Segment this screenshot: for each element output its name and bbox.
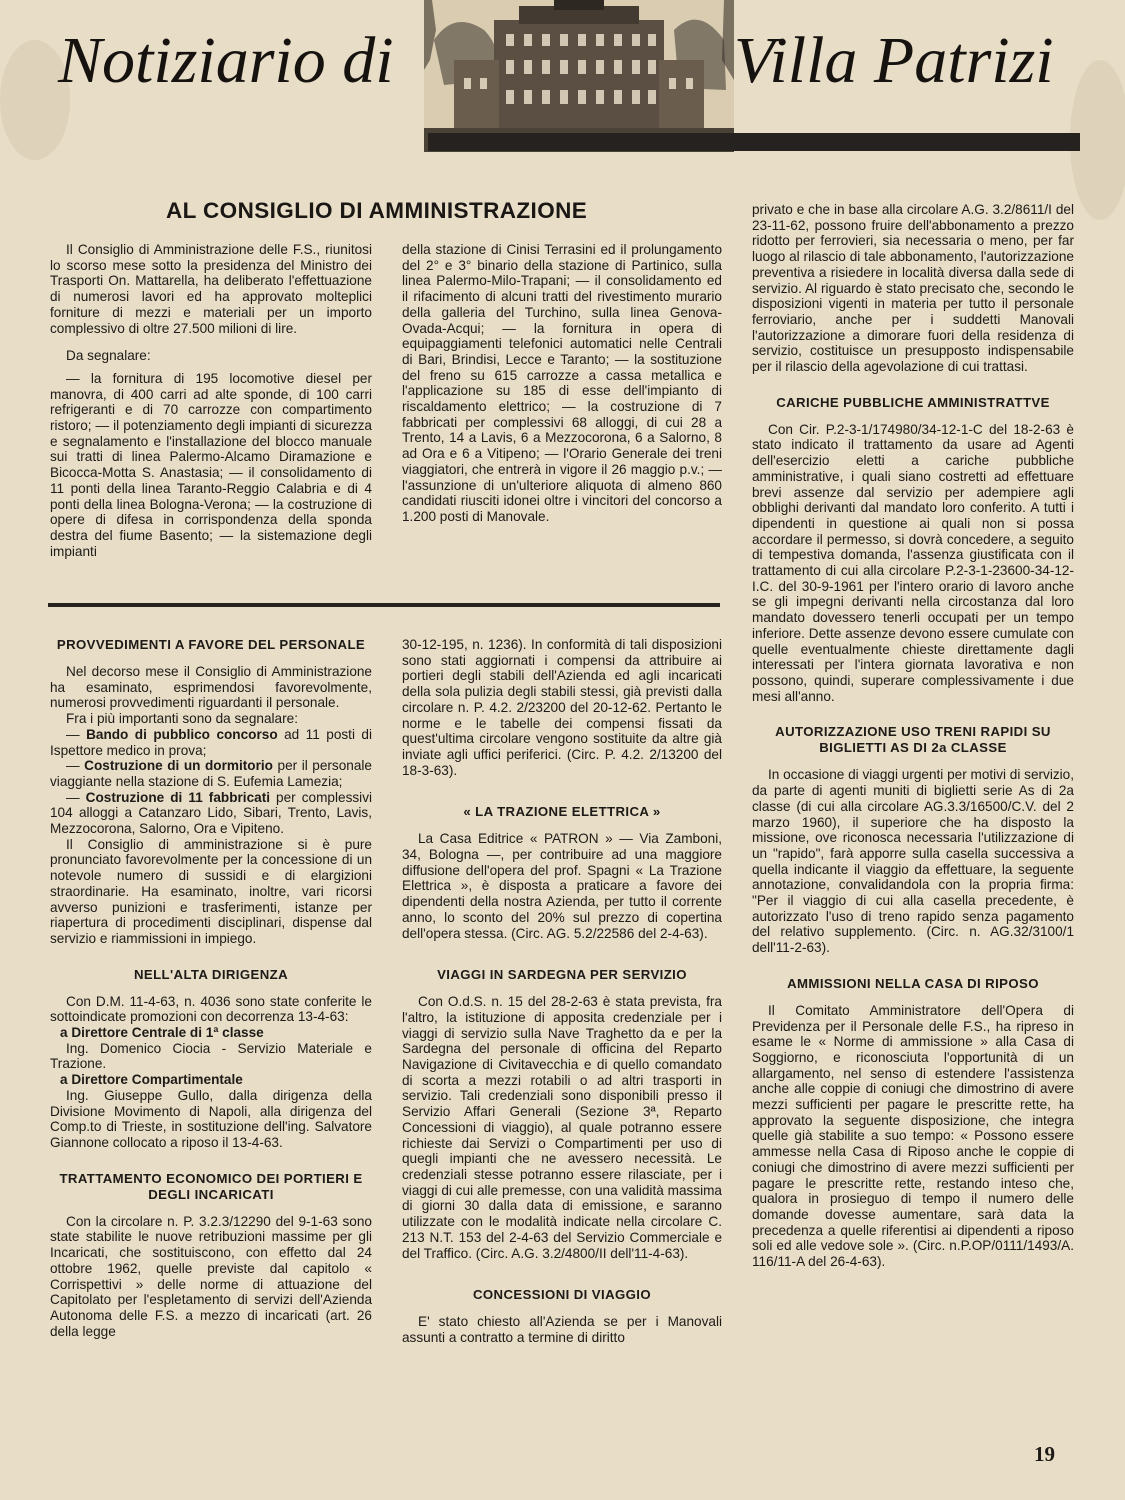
consiglio-column-1: [50, 242, 372, 559]
page-number: 19: [1034, 1442, 1055, 1466]
concessioni-title: CONCESSIONI DI VIAGGIO: [472, 1287, 652, 1303]
main-headline: AL CONSIGLIO DI AMMINISTRAZIONE: [166, 198, 588, 223]
cariche-title: CARICHE PUBBLICHE AMMINISTRATTVE: [776, 394, 1050, 410]
ammissioni-text: Il Comitato Amministratore dell'Opera di Previdenza per il Personale delle F.S., ha ripreso in esame le « Norme di ammissione » alla Casa di Soggiorno, e riconosciuta l'opportunità di un allargamento, nel senso di estendere l'assistenza anche alle coppie di coniugi che dimostrino di avere mezzi sufficienti per pagare le prescritte rette, ha approvato la seguente disposizione, che integra quelle già stabilite a suo tempo: « Possono essere ammesse nella Casa di Riposo anche le coppie di coniugi che dimostrino di avere mezzi sufficienti per pagare le prescritte rette, restando inteso che, qualora in prosieguo di tempo il numero delle domande dovesse aumentare, sarà data la precedenza a quelle riferentisi ai dipendenti a riposo soli ed alle vedove sole ». (Circ. n.P.OP/0111/1493/A. 116/11-A del 26-4-63).: [752, 1002, 1074, 1270]
trazione-text: La Casa Editrice « PATRON » — Via Zamboni, 34, Bologna —, per contribuire ad una maggiore diffusione dell'opera del prof. Spagni « La Trazione Elettrica », è disposta a praticare a favore dei dipendenti della nostra Azienda, per tutto il corrente anno, lo sconto del 20% sul prezzo di copertina dell'opera stessa. (Circ. AG. 5.2/22586 del 2-4-63).: [402, 831, 722, 941]
dirigenza-head-2: a Direttore Compartimentale: [60, 1072, 243, 1088]
cariche-text: Con Cir. P.2-3-1/174980/34-12-1-C del 18-2-63 è stato indicato il trattamento da usare ad Agenti dell'esercizio eletti a cariche pubbliche amministrative, i quali siano costretti ad effettuare brevi assenze dal servizio per adempiere agli obblighi derivanti dal mandato loro conferito. A tutti i dipendenti in questione ai quali non si possa accordare il permesso, si dovrà concedere, a seguito di tempestiva domanda, l'assenza giustificata con il trattamento di cui alla circolare P.2-3-1-23600-34-12-I.C. del 30-9-1961 per l'intero orario di lavoro anche se gli impegni derivanti nella circostanza dal loro mandato dovessero tenerli occupati per un tempo inferiore. Dette assenze devono essere cumulate con quelle eventualmente chieste direttamente dagli interessati per l'intera giornata lavorativa e non possono, quindi, superare complessivamente i due mesi all'anno.: [752, 421, 1074, 704]
ammissioni-title: AMMISSIONI NELLA CASA DI RIPOSO: [787, 975, 1039, 991]
dirigenza-text-1: Ing. Domenico Ciocia - Servizio Materiale e Trazione.: [50, 1040, 372, 1072]
consiglio-column-2: [402, 242, 722, 525]
dirigenza-head-1: a Direttore Centrale di 1ª classe: [60, 1025, 264, 1041]
dirigenza-title: NELL'ALTA DIRIGENZA: [133, 966, 289, 982]
sardegna-text: Con O.d.S. n. 15 del 28-2-63 è stata prevista, fra l'altro, la istituzione di apposita credenziale per i viaggi di servizio sulla Nave Traghetto da e per la Sardegna del personale di officina del Reparto Navigazione di Civitavecchia e di quello comandato di scorta a mezzi rotabili o ad altri trasporti in servizio. Tali credenziali sono disponibili presso il Servizio Affari Generali (Sezione 3ª, Reparto Concessioni di viaggio), al quale potranno essere richieste dai Servizi o Compartimenti per uso di quegli impianti che ne avessero necessità. Le credenziali stesse potranno essere rilasciate, per i viaggi di cui alle premesse, con una validità massima di giorni 30 dalla data di emissione, e saranno utilizzate con le modalità indicate nella circolare C. 213 N.T. 153 del 2-4-63 del Servizio Commerciale e del Traffico. (Circ. A.G. 3.2/4800/II dell'11-4-63).: [402, 994, 722, 1261]
provvedimenti-item-3: — Costruzione di 11 fabbricati per complessivi 104 alloggi a Catanzaro Lido, Sibari, Trento, Lavis, Mezzocorona, Salorno, Ora e Vipiteno.: [50, 789, 373, 837]
trattamento-title: TRATTAMENTO ECONOMICO DEI PORTIERI E DEGLI INCARICATI: [59, 1170, 363, 1202]
item-1-rest: ad 11 posti di Ispettore medico in prova;: [50, 726, 373, 758]
provvedimenti-item-2: — Costruzione di un dormitorio per il personale viaggiante nella stazione di S. Eufemia Lamezia;: [50, 758, 372, 789]
item-1-bold: Bando di pubblico concorso: [86, 726, 278, 742]
dirigenza-text-2: Ing. Giuseppe Gullo, dalla dirigenza della Divisione Movimento di Napoli, alla dirigenza del Comp.to di Trieste, in sostituzione dell'ing. Salvatore Giannone collocato a riposo il 13-4-63.: [50, 1087, 372, 1150]
item-2-rest: per il personale viaggiante nella stazione di S. Eufemia Lamezia;: [50, 758, 372, 789]
item-3-rest: per complessivi 104 alloggi a Catanzaro Lido, Sibari, Trento, Lavis, Mezzocorona, Salorno, Ora e Vipiteno.: [50, 789, 373, 837]
right-column: [752, 202, 1074, 1270]
trazione-title: « LA TRAZIONE ELETTRICA »: [463, 804, 661, 820]
consiglio-lead: Da segnalare:: [66, 348, 151, 364]
provvedimenti-intro: Nel decorso mese il Consiglio di Amministrazione ha esaminato, esprimendosi favorevolmente, numerosi provvedimenti riguardanti il personale.: [50, 664, 372, 711]
autorizzazione-text: In occasione di viaggi urgenti per motivi di servizio, da parte di agenti muniti di biglietti serie As di 2a classe (di cui alla circolare AG.3.3/16500/C.V. del 2 marzo 1960), il superiore che ha disposto la missione, ove riconosca necessaria l'utilizzazione di un "rapido", farà apporre sulla casella successiva a quella indicante il viaggio da effettuare, la seguente annotazione, convalidandola con la propria firma: "Per il viaggio di cui alla casella precedente, è autorizzato l'uso di treno rapido senza pagamento del relativo supplemento. (Circ. n. AG.32/3100/1 dell'11-2-63).: [752, 767, 1075, 956]
provvedimenti-lead: Fra i più importanti sono da segnalare:: [66, 711, 298, 727]
provvedimenti-title: PROVVEDIMENTI A FAVORE DEL PERSONALE: [56, 637, 366, 652]
consiglio-continuation: della stazione di Cinisi Terrasini ed il prolungamento del 2° e 3° binario della stazione di Partinico, sulla linea Palermo-Milo-Trapani; — il consolidamento ed il rifacimento di alcuni tratti del rivestimento murario della galleria del Turchino, sulla linea Genova-Ovada-Acqui; — la fornitura in opera di equipaggiamenti telefonici automatici nelle Centrali di Bari, Brindisi, Lecce e Taranto; — la sostituzione del freno su 615 carrozze a cassa metallica e l'applicazione su 185 di esse dell'impianto di riscaldamento elettrico; — la costruzione di 7 fabbricati per complessivi 68 alloggi, di cui 28 a Trento, 14 a Lavis, 6 a Mezzocorona, 6 a Salorno, 8 ad Ora e 6 a Vitipeno; — l'Orario Generale dei treni viaggiatori, che entrerà in vigore il 26 maggio p.v.; — l'assunzione di un'ulteriore aliquota di almeno 860 candidati riusciti idonei oltre i vincitori del concorso a 1.200 posti di Manovale.: [402, 242, 722, 524]
autorizzazione-title: AUTORIZZAZIONE USO TRENI RAPIDI SU BIGLIETTI AS DI 2a CLASSE: [775, 724, 1051, 756]
section-divider: [48, 603, 720, 607]
lower-column-2: [402, 637, 722, 1346]
sardegna-title: VIAGGI IN SARDEGNA PER SERVIZIO: [437, 967, 687, 983]
abbonamento-continuation: privato e che in base alla circolare A.G. 3.2/8611/I del 23-11-62, possono fruire dell'abbonamento a prezzo ridotto per ferrovieri, sia necessaria o meno, per far luogo al rilascio di tale abbonamento, l'autorizzazione preventiva a risiedere in località diversa dalla sede di servizio. Al riguardo è stato precisato che, secondo le disposizioni vigenti in materia per tutto il personale ferroviario, anche per i suddetti Manovali l'autorizzazione a dimorare fuori della residenza di servizio, costituisce un presupposto indispensabile per il rilascio della agevolazione di cui trattasi.: [752, 202, 1074, 375]
trattamento-continuation: 30-12-195, n. 1236). In conformità di tali disposizioni sono stati aggiornati i compensi da attribuire ai portieri degli stabili dell'Azienda ed agli incaricati della sola pulizia degli stabili stessi, già previsti dalla circolare n. P. 4.2. 2/23200 del 20-12-62. Pertanto le norme e le tabelle dei compensi fissati da quest'ultima circolare vengono sostituite da altre già inviate agli uffici periferici. (Circ. P. 4.2. 2/13200 del 18-3-63).: [402, 637, 722, 778]
masthead-rule: [428, 133, 1080, 151]
masthead-left-title: Notiziario di: [58, 24, 394, 97]
concessioni-text: E' stato chiesto all'Azienda se per i Manovali assunti a contratto a termine di diritto: [402, 1314, 722, 1345]
villa-patrizi-engraving: [424, 0, 734, 152]
consiglio-list: — la fornitura di 195 locomotive diesel per manovra, di 400 carri ad alte sponde, di 100 carri refrigeranti e di 70 carrozze con compartimento ristoro; — il potenziamento degli impianti di sicurezza e segnalamento e l'installazione del blocco manuale sui tratti di linea Palermo-Alcamo Diramazione e Bicocca-Motta S. Anastasia; — il consolidamento di 11 ponti della linea Taranto-Reggio Calabria e di 4 ponti della linea Bologna-Verona; — la costruzione di opere di difesa in corrispondenza della sponda destra del fiume Basento; — la sistemazione degli impianti: [50, 370, 372, 559]
item-3-bold: Costruzione di 11 fabbricati: [85, 789, 270, 805]
trattamento-text: Con la circolare n. P. 3.2.3/12290 del 9-1-63 sono state stabilite le nuove retribuzioni massime per gli Incaricati, che sostituiscono, con effetto dal 24 ottobre 1962, quelle previste dal capitolo « Corrispettivi » delle norme di attuazione del Capitolato per l'espletamento di servizi dell'Azienda Autonoma delle F.S. a mezzo di incaricati (art. 26 della legge: [50, 1213, 372, 1339]
consiglio-intro: Il Consiglio di Amministrazione delle F.S., riunitosi lo scorso mese sotto la presidenza del Ministro dei Trasporti On. Mattarella, ha deliberato l'effettuazione di numerosi lavori ed ha approvato molteplici forniture di mezzi e materiali per un importo complessivo di oltre 27.500 milioni di lire.: [50, 242, 372, 336]
masthead-right-title: Villa Patrizi: [734, 24, 1054, 97]
provvedimenti-item-1: — Bando di pubblico concorso ad 11 posti di Ispettore medico in prova;: [50, 726, 373, 758]
dirigenza-text: Con D.M. 11-4-63, n. 4036 sono state conferite le sottoindicate promozioni con decorrenza 13-4-63:: [50, 993, 372, 1025]
item-2-bold: Costruzione di un dormitorio: [84, 758, 273, 774]
lower-column-1: [50, 637, 372, 1339]
provvedimenti-end: Il Consiglio di amministrazione si è pure pronunciato favorevolmente per la concessione di un notevole numero di sussidi e di elargizioni straordinarie. Ha esaminato, inoltre, vari ricorsi avverso punizioni e trasferimenti, istanze per riapertura di procedimenti disciplinari, dispense dal servizio e riammissioni in impiego.: [50, 836, 372, 946]
